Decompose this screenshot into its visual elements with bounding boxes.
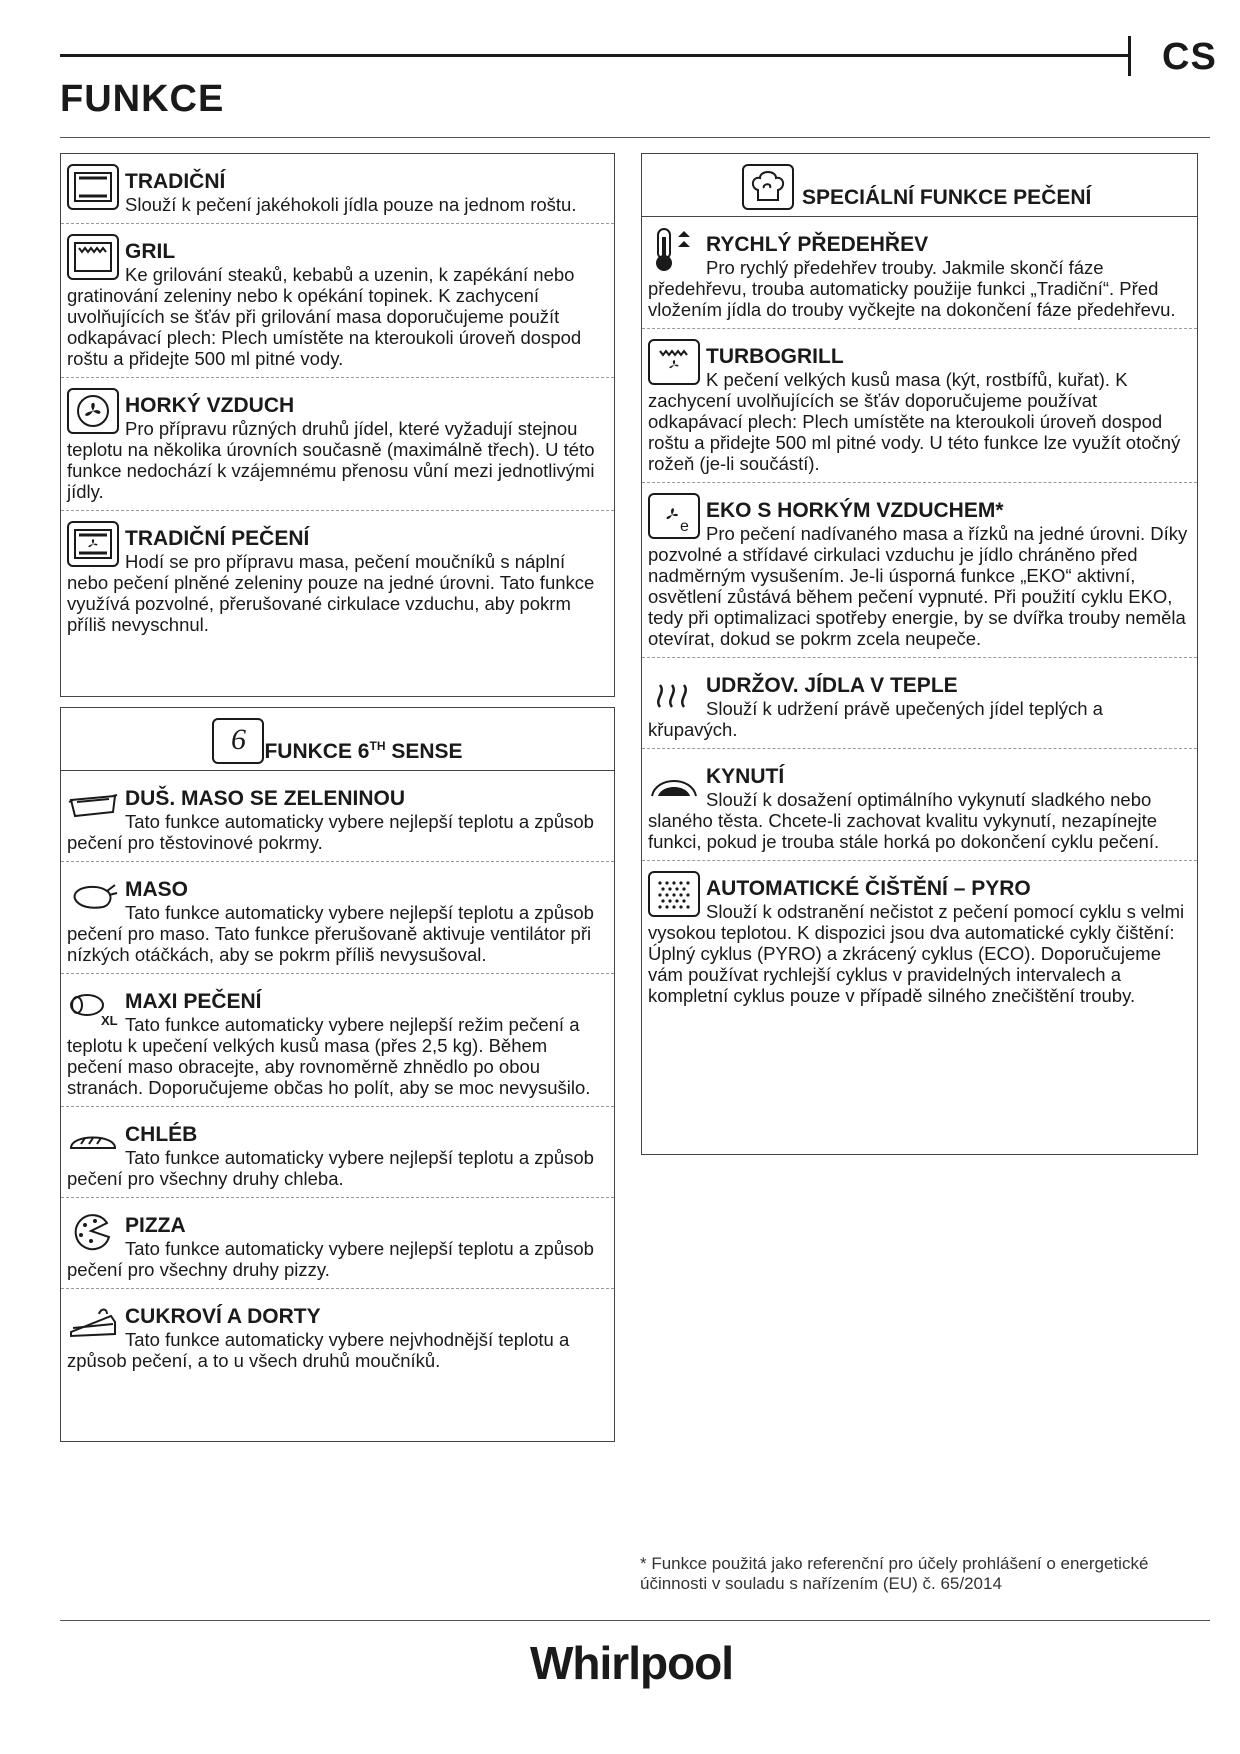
sixth-sense-title-prefix: FUNKCE 6 <box>264 740 370 763</box>
function-title: DUŠ. MASO SE ZELENINOU <box>125 787 406 810</box>
svg-text:e: e <box>680 518 689 533</box>
fast-preheat-thermometer-icon <box>648 227 700 273</box>
function-title: RYCHLÝ PŘEDEHŘEV <box>706 233 929 256</box>
function-description: Ke grilování steaků, kebabů a uzenin, k zapékání nebo gratinování zeleniny nebo k opékání topinek. K zachycení uvolňujících se šťáv při grilování masa doporučujeme použít odkapávací plech: Plech umístěte na kteroukoli úroveň dospod roštu a přidejte 500 ml pitné vody. <box>67 264 582 369</box>
function-title: TRADIČNÍ <box>125 170 226 193</box>
special-title: SPECIÁLNÍ FUNKCE PEČENÍ <box>802 186 1092 209</box>
function-item-eco-forced-air <box>642 483 1197 658</box>
pyrolytic-clean-icon <box>648 871 700 917</box>
function-title: MAXI PEČENÍ <box>125 990 262 1013</box>
function-item-meat <box>61 862 614 974</box>
function-item-keep-warm <box>642 658 1197 749</box>
function-description: Tato funkce automaticky vybere nejlepší teplotu a způsob pečení pro těstovinové pokrmy. <box>67 811 594 853</box>
function-description: Slouží k udržení právě upečených jídel teplých a křupavých. <box>648 698 1103 740</box>
brand-logo: Whirlpool <box>530 1637 734 1689</box>
function-item-traditional <box>61 154 614 224</box>
function-description: K pečení velkých kusů masa (kýt, rostbífů, kuřat). K zachycení uvolňujících se šťáv doporučujeme používat odkapávací plech: Plech umístěte na kteroukoli úroveň dospod roštu a přidejte 500 ml pitné vody. U této funkce lze využít otočný rožeň (je-li součástí). <box>648 369 1181 474</box>
function-description: Tato funkce automaticky vybere nejlepší teplotu a způsob pečení pro maso. Tato funkce přerušovaně aktivuje ventilátor při nízkých otáčkách, aby se pokrm příliš nevysušoval. <box>67 902 594 965</box>
function-description: Pro přípravu různých druhů jídel, které vyžadují stejnou teplotu na několika úrovních současně (maximálně třech). U této funkce nedochází k vzájemnému přenosu vůní mezi jednotlivými jídly. <box>67 418 595 502</box>
function-item-forced-air <box>61 378 614 511</box>
function-item-bread <box>61 1107 614 1198</box>
function-description: Tato funkce automaticky vybere nejvhodnější teplotu a způsob pečení, a to u všech druhů moučníků. <box>67 1329 570 1371</box>
function-description: Pro rychlý předehřev trouby. Jakmile skončí fáze předehřevu, trouba automaticky použije funkci „Tradiční“. Před vložením jídla do trouby vyčkejte na dokončení fáze předehřevu. <box>648 257 1176 320</box>
function-title: CUKROVÍ A DORTY <box>125 1305 321 1328</box>
function-title: CHLÉB <box>125 1123 198 1146</box>
special-header <box>642 154 1197 217</box>
convection-bake-icon <box>67 521 119 567</box>
header-rule-tick <box>1128 36 1131 76</box>
cake-slice-icon <box>67 1299 119 1345</box>
sixth-sense-header <box>61 708 614 771</box>
function-title: PIZZA <box>125 1214 186 1237</box>
page-title: FUNKCE <box>60 78 225 120</box>
function-title: TURBOGRILL <box>706 345 844 368</box>
function-description: Tato funkce automaticky vybere nejlepší teplotu a způsob pečení pro všechny druhy pizzy. <box>67 1238 594 1280</box>
language-code: CS <box>1162 36 1217 78</box>
svg-text:XL: XL <box>101 1013 118 1027</box>
sixth-sense-icon-text: 6 <box>230 723 246 756</box>
function-item-maxi-roast <box>61 974 614 1107</box>
function-item-turbogrill <box>642 329 1197 483</box>
function-description: Slouží k odstranění nečistot z pečení pomocí cyklu s velmi vysokou teplotou. K dispozici jsou dva automatické cykly čištění: Úplný cyklus (PYRO) a zkrácený cyklus (ECO). Doporučujeme vám používat rychlejší cyklus v pravidelných intervalech a kompletní cyklus pouze v případě silného znečištění trouby. <box>648 901 1185 1006</box>
footnote: * Funkce použitá jako referenční pro účely prohlášení o energetické účinnosti v souladu s nařízením (EU) č. 65/2014 <box>640 1554 1149 1593</box>
function-title: KYNUTÍ <box>706 765 785 788</box>
function-description: Slouží k pečení jakéhokoli jídla pouze na jednom roštu. <box>125 194 577 215</box>
title-rule <box>60 137 1210 138</box>
function-title: UDRŽOV. JÍDLA V TEPLE <box>706 674 958 697</box>
function-item-casserole <box>61 771 614 862</box>
function-title: EKO S HORKÝM VZDUCHEM* <box>706 499 1004 522</box>
function-item-pyro-clean <box>642 861 1197 1014</box>
function-description: Pro pečení nadívaného masa a řízků na jedné úrovni. Díky pozvolné a střídavé cirkulaci vzduchu je jídlo chráněno před nadměrným vysušením. Je-li úsporná funkce „EKO“ aktivní, osvětlení zůstává během pečení vypnuté. Při použití cyklu EKO, tedy při optimalizaci spotřeby energie, by se dvířka trouby neměla otevírat, dokud se pokrm zcela neupeče. <box>648 523 1188 649</box>
function-title: GRIL <box>125 240 176 263</box>
basic-functions-box <box>60 153 615 697</box>
grill-icon <box>67 234 119 280</box>
chef-hat-icon <box>742 164 794 210</box>
maxi-roast-xl-icon <box>67 984 119 1030</box>
special-functions-box <box>641 153 1198 1155</box>
header-rule <box>60 54 1130 57</box>
function-item-dough-rising <box>642 749 1197 861</box>
function-item-fast-preheat <box>642 217 1197 329</box>
function-title: TRADIČNÍ PEČENÍ <box>125 527 310 550</box>
function-item-pizza <box>61 1198 614 1289</box>
function-item-convection-bake <box>61 511 614 643</box>
sixth-sense-icon <box>212 718 264 764</box>
sixth-sense-title <box>264 740 462 763</box>
function-title: MASO <box>125 878 188 901</box>
dough-rising-icon <box>648 759 700 805</box>
function-description: Hodí se pro přípravu masa, pečení moučníků s náplní nebo pečení plněné zeleniny pouze na jedné úrovni. Tato funkce využívá pozvolné, přerušované cirkulace vzduchu, aby pokrm příliš nevyschnul. <box>67 551 595 635</box>
function-description: Tato funkce automaticky vybere nejlepší teplotu a způsob pečení pro všechny druhy chleba. <box>67 1147 594 1189</box>
sixth-sense-title-suffix: SENSE <box>385 740 463 763</box>
pizza-icon <box>67 1208 119 1254</box>
sixth-sense-title-sup: TH <box>369 739 386 753</box>
turbogrill-icon <box>648 339 700 385</box>
bread-loaf-icon <box>67 1117 119 1163</box>
function-description: Tato funkce automaticky vybere nejlepší režim pečení a teplotu k upečení velkých kusů masa (přes 2,5 kg). Během pečení maso obracejte, aby rovnoměrně zhnědlo po obou stranách. Doporučujeme občas ho polít, aby se moc nevysušilo. <box>67 1014 591 1098</box>
forced-air-fan-icon <box>67 388 119 434</box>
sixth-sense-box <box>60 707 615 1442</box>
footer-rule <box>60 1620 1210 1621</box>
keep-warm-steam-icon <box>648 668 700 714</box>
conventional-oven-icon <box>67 164 119 210</box>
function-title: AUTOMATICKÉ ČIŠTĚNÍ – PYRO <box>706 877 1031 900</box>
function-item-grill <box>61 224 614 378</box>
function-description: Slouží k dosažení optimálního vykynutí sladkého nebo slaného těsta. Chcete-li zachovat kvalitu vykynutí, nezapínejte funkci, pokud je trouba stále horká po dokončení cyklu pečení. <box>648 789 1160 852</box>
function-item-cakes <box>61 1289 614 1379</box>
casserole-dish-icon <box>67 781 119 827</box>
roast-chicken-icon <box>67 872 119 918</box>
eco-forced-air-icon <box>648 493 700 539</box>
function-title: HORKÝ VZDUCH <box>125 394 295 417</box>
